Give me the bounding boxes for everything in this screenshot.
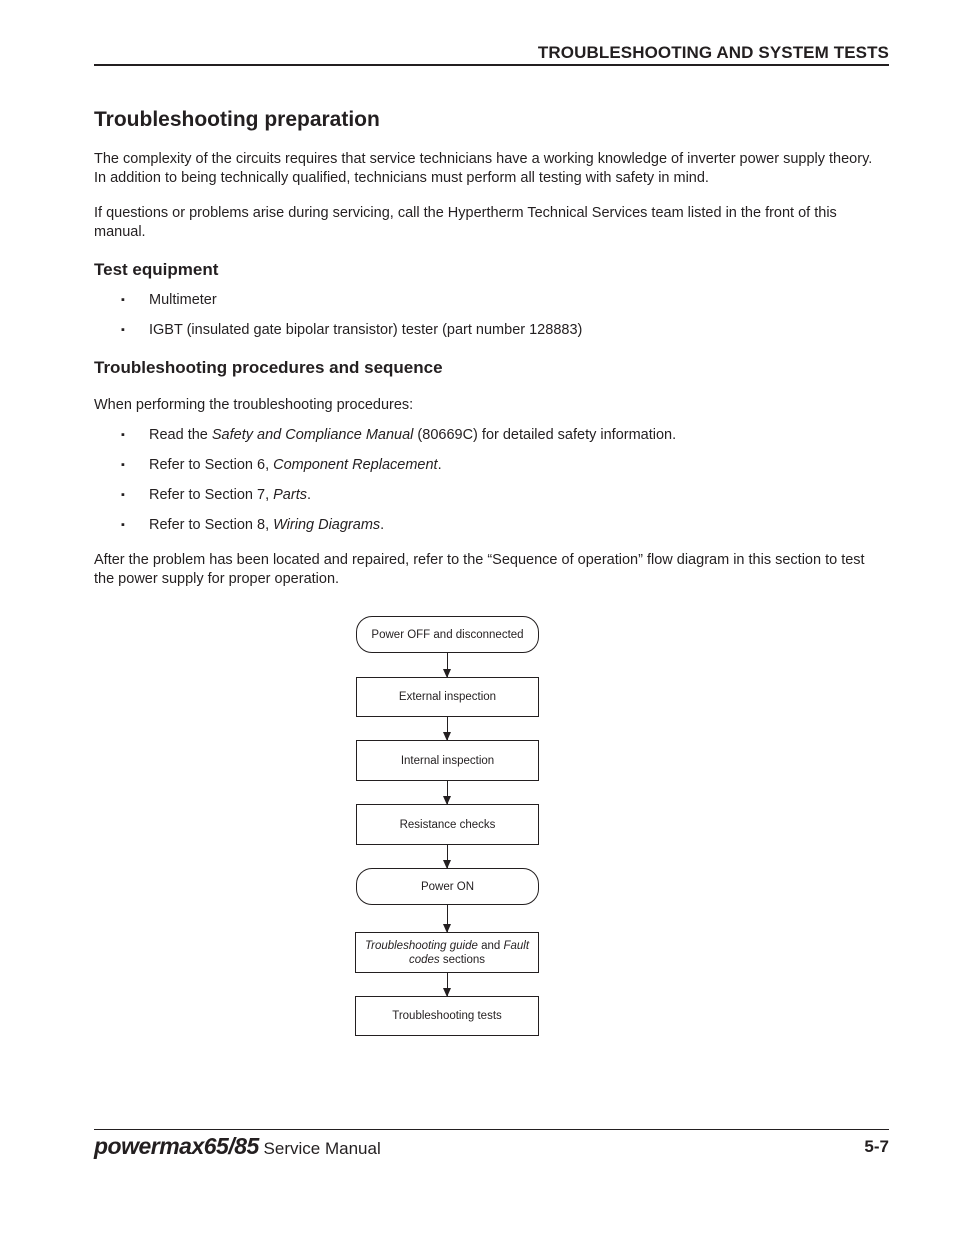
flow-step-external-inspection: External inspection <box>356 677 539 717</box>
flow-step-power-on: Power ON <box>356 868 539 905</box>
list-item-text: Refer to Section 7, Parts. <box>149 487 311 503</box>
bullet-icon: ▪ <box>121 324 125 336</box>
list-item-text: Read the Safety and Compliance Manual (80669C) for detailed safety information. <box>149 427 677 443</box>
list-item-text: Multimeter <box>149 292 217 308</box>
flow-arrow <box>447 781 448 804</box>
page-title: Troubleshooting preparation <box>94 108 380 131</box>
footer-divider <box>94 1129 889 1130</box>
bullet-icon: ▪ <box>121 459 125 471</box>
footer-manual-label: Service Manual <box>258 1139 381 1158</box>
flow-step-power-off: Power OFF and disconnected <box>356 616 539 653</box>
section-header-title: TROUBLESHOOTING AND SYSTEM TESTS <box>537 43 889 62</box>
bullet-icon: ▪ <box>121 489 125 501</box>
flow-arrow <box>447 905 448 932</box>
bullet-icon: ▪ <box>121 519 125 531</box>
flow-arrow <box>447 973 448 996</box>
powermax-logo: powermax65/85 <box>94 1133 259 1159</box>
list-item-text: Refer to Section 8, Wiring Diagrams. <box>149 517 385 533</box>
header-divider <box>94 64 889 66</box>
procedures-lead-in: When performing the troubleshooting procedures: <box>94 397 414 413</box>
flow-arrow <box>447 653 448 677</box>
test-equipment-heading: Test equipment <box>94 260 219 279</box>
flow-arrow <box>447 845 448 868</box>
bullet-icon: ▪ <box>121 294 125 306</box>
procedures-heading: Troubleshooting procedures and sequence <box>94 358 443 377</box>
intro-paragraph: The complexity of the circuits requires that service technicians have a working knowledge of inverter power supply theory. In addition to being technically qualified, technicians must perform all testing with safety in mind. <box>94 151 873 186</box>
procedures-closing-paragraph: After the problem has been located and repaired, refer to the “Sequence of operation” flow diagram in this section to test the power supply for proper operation. <box>94 552 865 587</box>
flow-step-troubleshooting-tests: Troubleshooting tests <box>355 996 539 1036</box>
flow-step-resistance-checks: Resistance checks <box>356 804 539 845</box>
list-item-text: Refer to Section 6, Component Replacement. <box>149 457 442 473</box>
flow-step-internal-inspection: Internal inspection <box>356 740 539 781</box>
flow-arrow <box>447 717 448 740</box>
page-number: 5-7 <box>864 1137 889 1156</box>
list-item-text: IGBT (insulated gate bipolar transistor) tester (part number 128883) <box>149 322 583 338</box>
flow-step-guide-and-fault-codes: Troubleshooting guide and Fault codes sections <box>355 932 539 973</box>
contact-paragraph: If questions or problems arise during servicing, call the Hypertherm Technical Services team listed in the front of this manual. <box>94 205 837 240</box>
footer-manual-title <box>94 1133 381 1160</box>
bullet-icon: ▪ <box>121 429 125 441</box>
